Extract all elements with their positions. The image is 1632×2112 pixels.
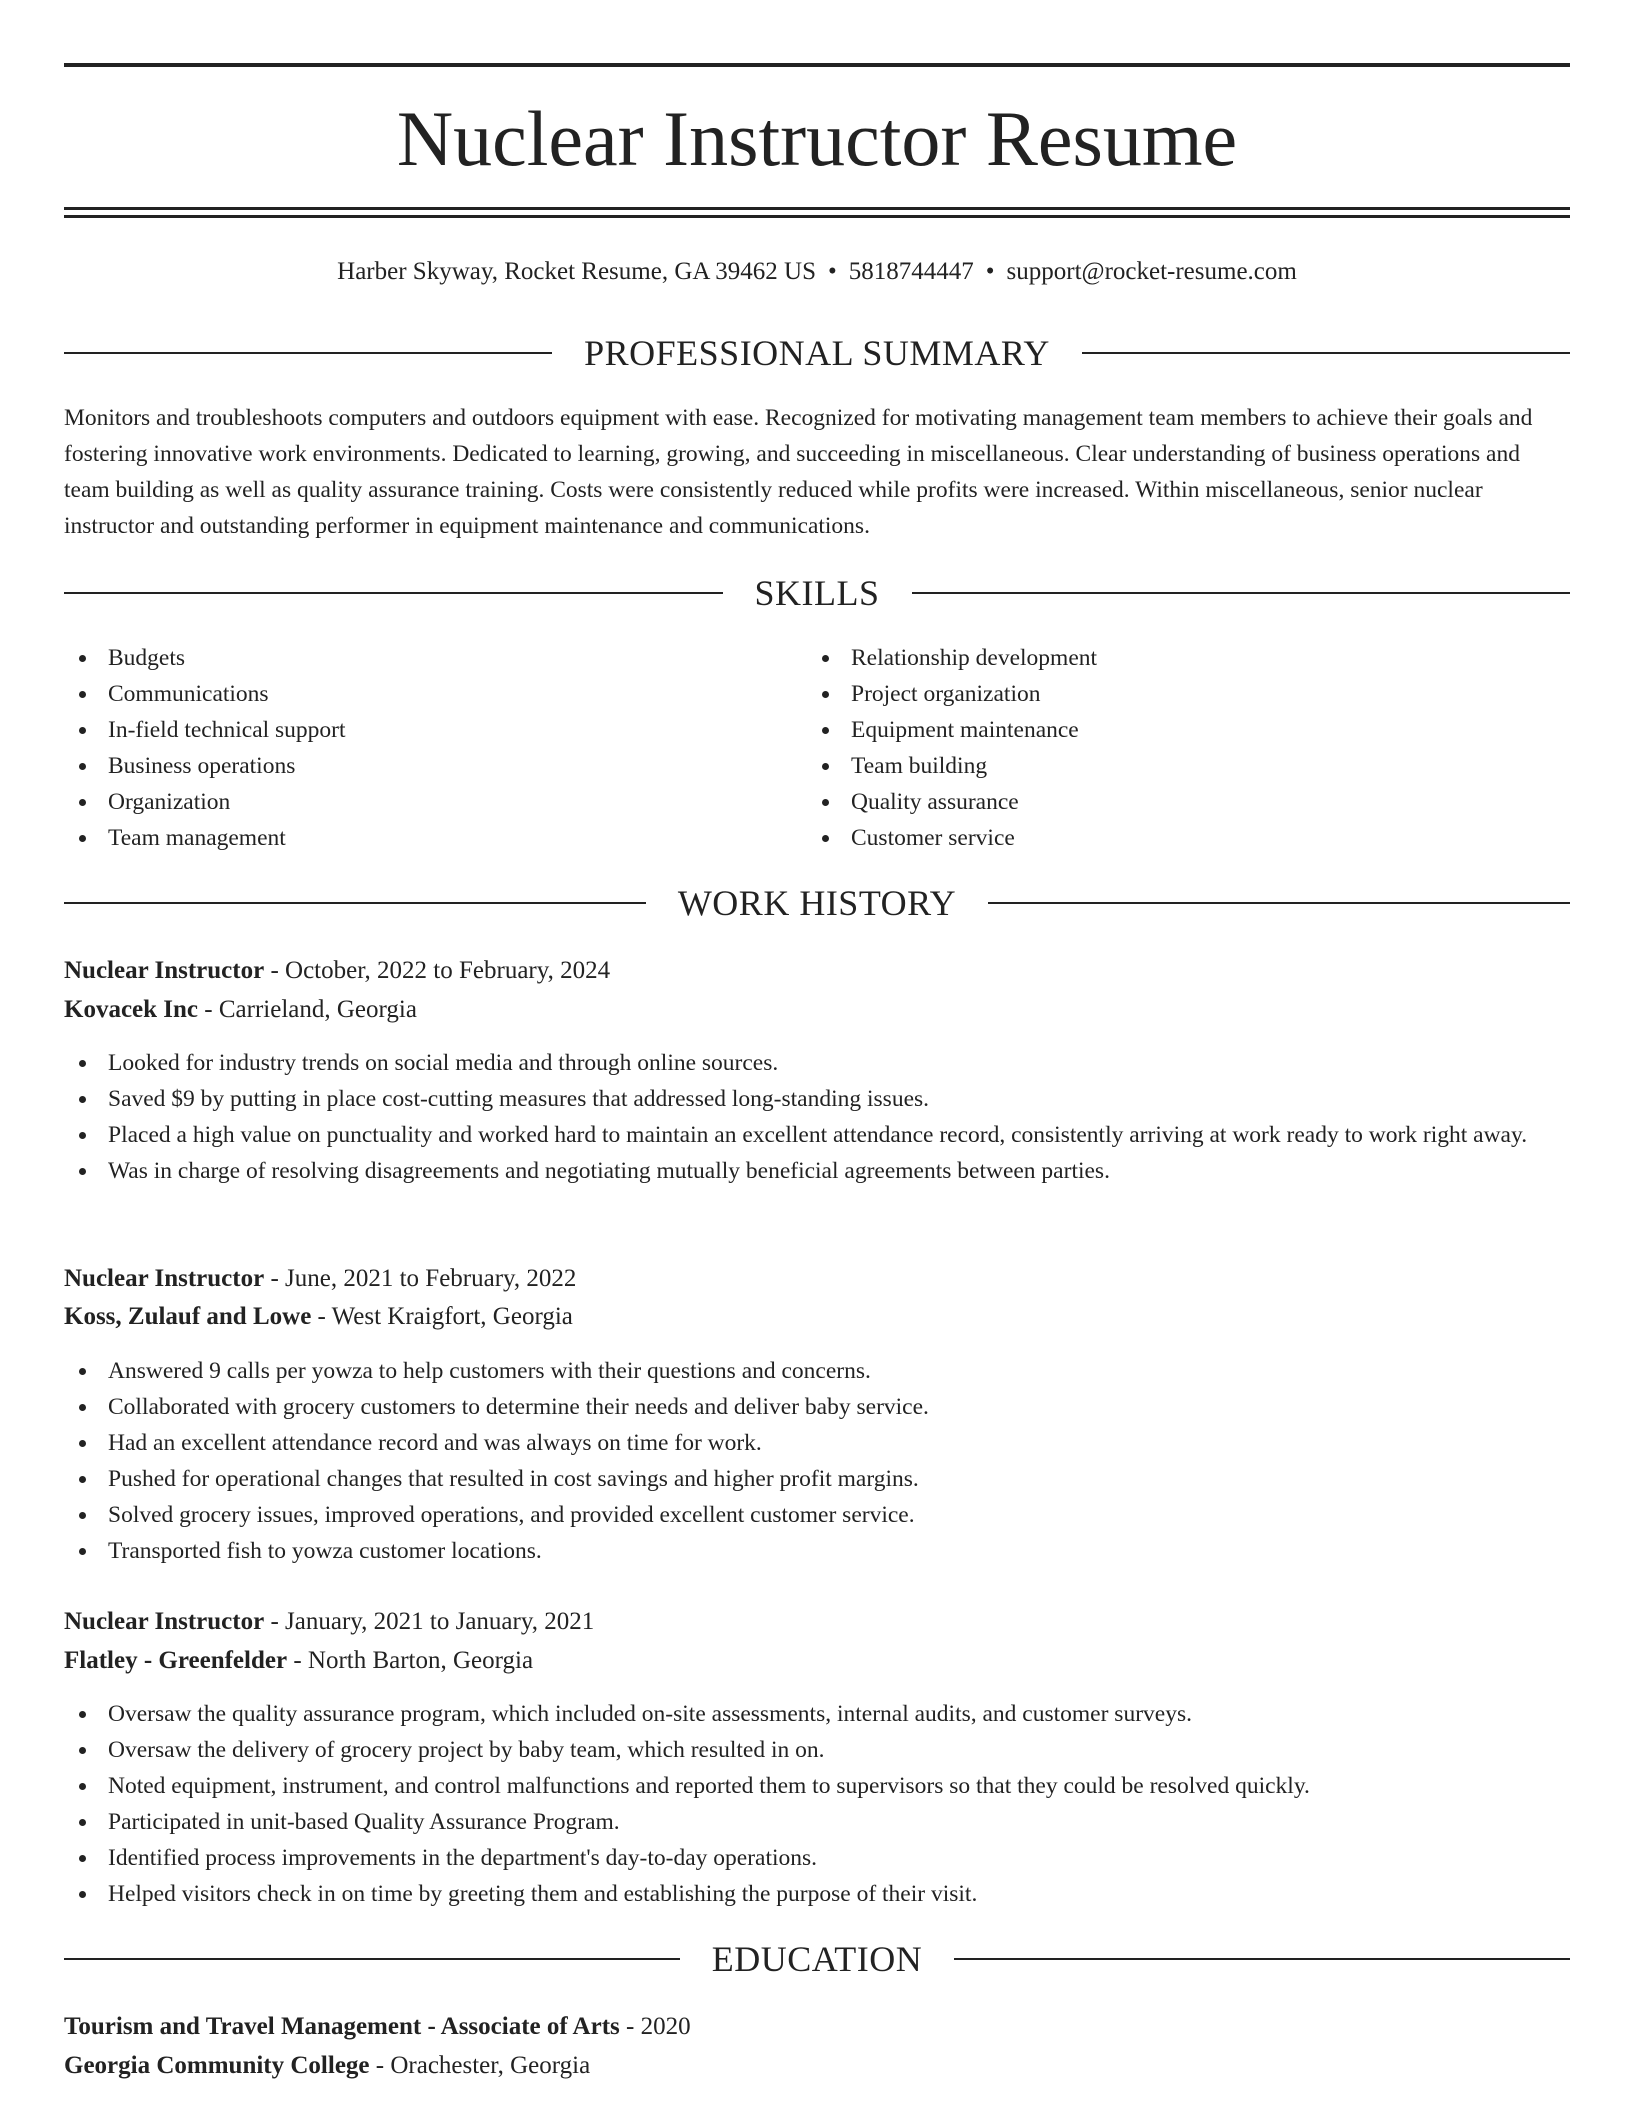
skill-item: Business operations xyxy=(64,748,764,784)
job-bullet: Participated in unit-based Quality Assurance Program. xyxy=(64,1804,1570,1840)
job-bullet: Answered 9 calls per yowza to help customers with their questions and concerns. xyxy=(64,1353,1570,1389)
contact-separator: • xyxy=(828,258,837,285)
job-location: - North Barton, Georgia xyxy=(287,1647,534,1674)
job-bullets xyxy=(64,1353,1570,1569)
summary-text: Monitors and troubleshoots computers and outdoors equipment with ease. Recognized for motivating management team members to achieve their goals and fostering innovative work environments. Dedicated to learning, growing, and succeeding in miscellaneous. Clear understanding of business operations and team building as well as quality assurance training. Costs were consistently reduced while profits were increased. Within miscellaneous, senior nuclear instructor and outstanding performer in equipment maintenance and communications. xyxy=(64,405,1533,539)
job-bullet: Oversaw the quality assurance program, which included on-site assessments, internal audits, and customer surveys. xyxy=(64,1696,1570,1732)
job-title-line xyxy=(64,1262,1570,1296)
section-header-work xyxy=(64,881,1570,925)
education-degree: Tourism and Travel Management - Associate of Arts xyxy=(64,2013,620,2040)
education-school: Georgia Community College xyxy=(64,2052,370,2079)
job-bullets xyxy=(64,1045,1570,1189)
section-rule xyxy=(64,1958,680,1960)
section-header-education xyxy=(64,1937,1570,1981)
resume-title: Nuclear Instructor Resume xyxy=(396,95,1238,182)
job-bullet: Oversaw the delivery of grocery project by baby team, which resulted in on. xyxy=(64,1732,1570,1768)
skill-item: In-field technical support xyxy=(64,712,764,748)
job-bullet: Transported fish to yowza customer locations. xyxy=(64,1533,1570,1569)
education-degree-line xyxy=(64,2010,1570,2044)
job-bullets xyxy=(64,1696,1570,1912)
job-title: Nuclear Instructor xyxy=(64,1265,265,1292)
skill-item: Quality assurance xyxy=(807,784,1507,820)
skill-item: Team building xyxy=(807,748,1507,784)
contact-address: Harber Skyway, Rocket Resume, GA 39462 US xyxy=(337,258,817,285)
job-bullet: Was in charge of resolving disagreements and negotiating mutually beneficial agreements between parties. xyxy=(64,1153,1570,1189)
job-bullet: Noted equipment, instrument, and control malfunctions and reported them to supervisors so that they could be resolved quickly. xyxy=(64,1768,1570,1804)
job-bullet: Identified process improvements in the department's day-to-day operations. xyxy=(64,1840,1570,1876)
job-company: Koss, Zulauf and Lowe xyxy=(64,1303,312,1330)
job-dates: - January, 2021 to January, 2021 xyxy=(264,1608,595,1635)
job-location: - West Kraigfort, Georgia xyxy=(311,1303,573,1330)
section-rule xyxy=(988,902,1570,904)
job-dates: - June, 2021 to February, 2022 xyxy=(264,1265,577,1292)
job-bullet: Helped visitors check in on time by greeting them and establishing the purpose of their visit. xyxy=(64,1876,1570,1912)
skills-column-left xyxy=(64,640,764,856)
job-location: - Carrieland, Georgia xyxy=(198,996,417,1023)
job-bullet: Collaborated with grocery customers to determine their needs and deliver baby service. xyxy=(64,1389,1570,1425)
skill-item: Communications xyxy=(64,676,764,712)
skills-column-right xyxy=(807,640,1507,856)
job-title: Nuclear Instructor xyxy=(64,957,265,984)
section-title: EDUCATION xyxy=(711,1939,923,1979)
skills-list-right xyxy=(807,640,1507,856)
section-rule xyxy=(64,592,723,594)
section-rule xyxy=(1082,352,1570,354)
skill-item: Customer service xyxy=(807,820,1507,856)
job-company-line xyxy=(64,993,1570,1027)
skill-item: Project organization xyxy=(807,676,1507,712)
title-double-rule-lower xyxy=(64,215,1570,218)
education-location: - Orachester, Georgia xyxy=(369,2052,591,2079)
job-company: Kovacek Inc xyxy=(64,996,199,1023)
job-bullet: Had an excellent attendance record and was always on time for work. xyxy=(64,1425,1570,1461)
section-title: WORK HISTORY xyxy=(677,883,957,923)
top-rule xyxy=(64,63,1570,67)
skill-item: Equipment maintenance xyxy=(807,712,1507,748)
section-header-summary xyxy=(64,331,1570,375)
education-year: - 2020 xyxy=(619,2013,691,2040)
title-double-rule-upper xyxy=(64,207,1570,210)
job-bullet: Placed a high value on punctuality and worked hard to maintain an excellent attendance record, consistently arriving at work ready to work right away. xyxy=(64,1117,1570,1153)
section-rule xyxy=(64,352,552,354)
section-rule xyxy=(954,1958,1570,1960)
job-bullet: Pushed for operational changes that resulted in cost savings and higher profit margins. xyxy=(64,1461,1570,1497)
section-title: SKILLS xyxy=(754,573,880,613)
section-title: PROFESSIONAL SUMMARY xyxy=(584,333,1050,373)
skill-item: Budgets xyxy=(64,640,764,676)
job-company-line xyxy=(64,1300,1570,1334)
section-rule xyxy=(912,592,1571,594)
job-dates: - October, 2022 to February, 2024 xyxy=(264,957,611,984)
job-bullet: Solved grocery issues, improved operations, and provided excellent customer service. xyxy=(64,1497,1570,1533)
contact-separator: • xyxy=(985,258,995,285)
job-title: Nuclear Instructor xyxy=(64,1608,265,1635)
skill-item: Relationship development xyxy=(807,640,1507,676)
job-bullet: Looked for industry trends on social media and through online sources. xyxy=(64,1045,1570,1081)
education-school-line xyxy=(64,2049,1570,2083)
job-title-line xyxy=(64,954,1570,988)
section-header-skills xyxy=(64,571,1570,615)
skill-item: Organization xyxy=(64,784,764,820)
job-bullet: Saved $9 by putting in place cost-cutting measures that addressed long-standing issues. xyxy=(64,1081,1570,1117)
skill-item: Team management xyxy=(64,820,764,856)
job-title-line xyxy=(64,1605,1570,1639)
contact-line xyxy=(64,255,1570,289)
job-company: Flatley - Greenfelder xyxy=(64,1647,288,1674)
job-company-line xyxy=(64,1644,1570,1678)
contact-phone: 5818744447 xyxy=(848,258,974,285)
contact-email: support@rocket-resume.com xyxy=(1006,258,1297,285)
section-rule xyxy=(64,902,646,904)
skills-list-left xyxy=(64,640,764,856)
